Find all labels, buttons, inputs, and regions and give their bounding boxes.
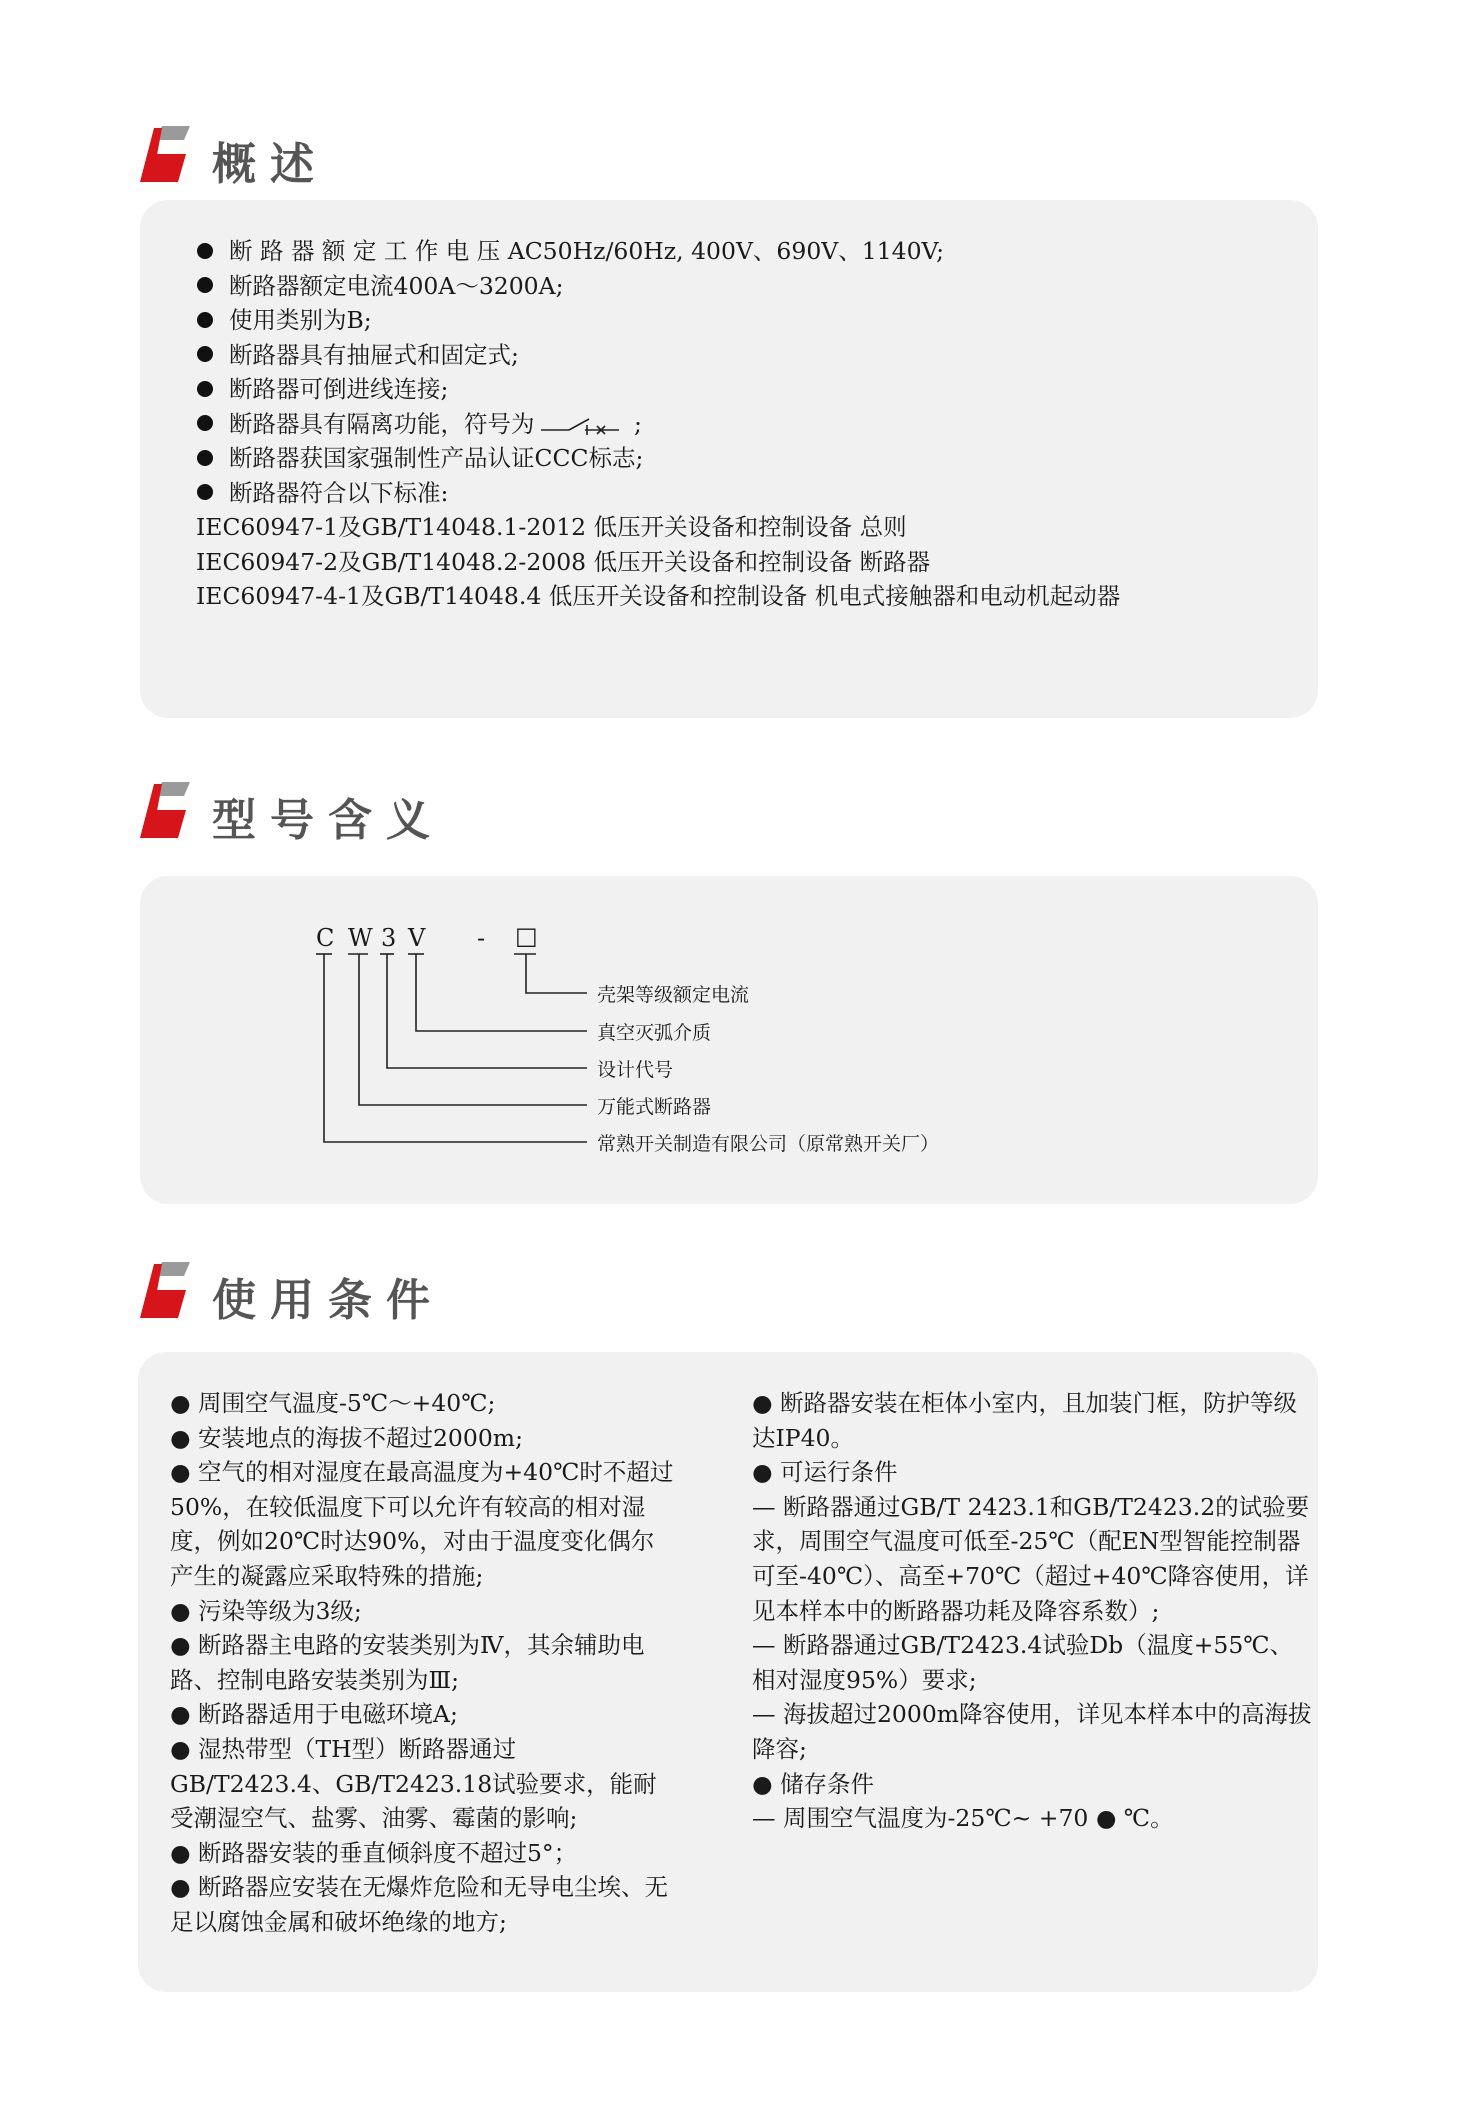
list-item [197, 441, 1120, 476]
section-title: 使用条件 [212, 1275, 444, 1326]
list-item-text: 断 路 器 额 定 工 作 电 压 AC50Hz/60Hz, 400V、690V、1140V; [229, 237, 945, 265]
condition-item: — 海拔超过2000m降容使用，详见本样本中的高海拔降容; [752, 1700, 1312, 1763]
condition-item: — 断路器通过GB/T 2423.1和GB/T2423.2的试验要求，周围空气温度可低至-25℃（配EN型智能控制器可至-40℃）、高至+70℃（超过+40℃降容使用，详见本样本中的断路器功耗及降容系数）; [752, 1492, 1310, 1625]
bullet-icon [197, 312, 213, 328]
list-item [197, 407, 1120, 442]
model-label: 万能式断路器 [597, 1096, 712, 1118]
condition-item: ● 湿热带型（TH型）断路器通过GB/T2423.4、GB/T2423.18试验要求，能耐受潮湿空气、盐雾、油雾、霉菌的影响; [170, 1734, 657, 1833]
section-title: 概述 [212, 139, 328, 190]
list-item-suffix: ; [626, 409, 642, 438]
condition-item: ● 断路器主电路的安装类别为Ⅳ，其余辅助电路、控制电路安装类别为Ⅲ; [170, 1631, 645, 1694]
list-item-text: 断路器具有隔离功能，符号为 [229, 409, 535, 438]
model-label: 壳架等级额定电流 [597, 984, 750, 1006]
condition-item: — 断路器通过GB/T2423.4试验Db（温度+55℃、相对湿度95%）要求; [752, 1631, 1294, 1694]
isolation-symbol-icon [539, 414, 623, 436]
list-item [197, 269, 1120, 304]
list-item-text: 断路器额定电流400A～3200A; [229, 271, 564, 300]
code-letter-v: V [408, 924, 426, 952]
code-dash: - [477, 924, 486, 952]
code-letter-c: C [316, 924, 335, 952]
bullet-icon [197, 346, 213, 362]
standard-item: IEC60947-4-1及GB/T14048.4 低压开关设备和控制设备 机电式接触器和电动机起动器 [196, 582, 1121, 610]
overview-card [140, 200, 1318, 718]
bullet-icon [197, 381, 213, 397]
list-item [197, 372, 1120, 407]
condition-item: ● 断路器安装在柜体小室内，且加装门框，防护等级达IP40。 [752, 1389, 1297, 1452]
model-label: 常熟开关制造有限公司（原常熟开关厂） [597, 1133, 940, 1155]
list-item-text: 断路器符合以下标准: [229, 478, 449, 507]
bullet-icon [197, 243, 213, 259]
standard-item: IEC60947-2及GB/T14048.2-2008 低压开关设备和控制设备 断路器 [196, 547, 931, 576]
list-item [197, 476, 1120, 511]
condition-item: ● 断路器安装的垂直倾斜度不超过5°； [170, 1838, 578, 1867]
list-item-text: 断路器获国家强制性产品认证CCC标志; [229, 444, 644, 472]
model-label: 真空灭弧介质 [597, 1022, 712, 1044]
condition-item: ● 断路器应安装在无爆炸危险和无导电尘埃、无足以腐蚀金属和破坏绝缘的地方; [170, 1873, 668, 1936]
bullet-icon [197, 277, 213, 293]
conditions-right-column [752, 1386, 1312, 1836]
brand-logo-icon [140, 1262, 202, 1320]
bullet-icon [197, 450, 213, 466]
model-label: 设计代号 [597, 1059, 674, 1081]
condition-item: — 周围空气温度为-25℃~ +70 ● ℃。 [752, 1804, 1174, 1833]
list-item-text: 断路器可倒进线连接; [229, 375, 449, 403]
bullet-icon [197, 415, 213, 431]
conditions-left-column [170, 1386, 675, 1940]
condition-item: ● 可运行条件 [752, 1458, 898, 1487]
bullet-icon [197, 484, 213, 500]
condition-item: ● 空气的相对湿度在最高温度为+40℃时不超过50%，在较低温度下可以允许有较高的相对湿度，例如20℃时达90%，对由于温度变化偶尔产生的凝露应采取特殊的措施; [170, 1458, 674, 1590]
brand-logo-icon [140, 782, 202, 840]
standard-item: IEC60947-1及GB/T14048.1-2012 低压开关设备和控制设备 总则 [196, 513, 907, 541]
brand-logo-icon [140, 126, 202, 184]
condition-item: ● 安装地点的海拔不超过2000m; [170, 1423, 523, 1452]
condition-item: ● 储存条件 [752, 1769, 874, 1798]
model-card [140, 876, 1318, 1204]
list-item-text: 断路器具有抽屉式和固定式; [229, 340, 519, 369]
code-box: □ [515, 922, 538, 950]
code-digit-3: 3 [381, 924, 397, 952]
conditions-card [138, 1352, 1318, 1992]
section-title: 型号含义 [212, 795, 444, 846]
list-item [197, 338, 1120, 373]
list-item-text: 使用类别为B; [229, 306, 372, 334]
condition-item: ● 断路器适用于电磁环境A; [170, 1700, 458, 1729]
condition-item: ● 污染等级为3级; [170, 1596, 362, 1625]
code-letter-w: W [348, 924, 373, 952]
list-item [197, 303, 1120, 338]
condition-item: ● 周围空气温度-5℃～+40℃; [170, 1389, 496, 1417]
list-item [197, 234, 1120, 269]
